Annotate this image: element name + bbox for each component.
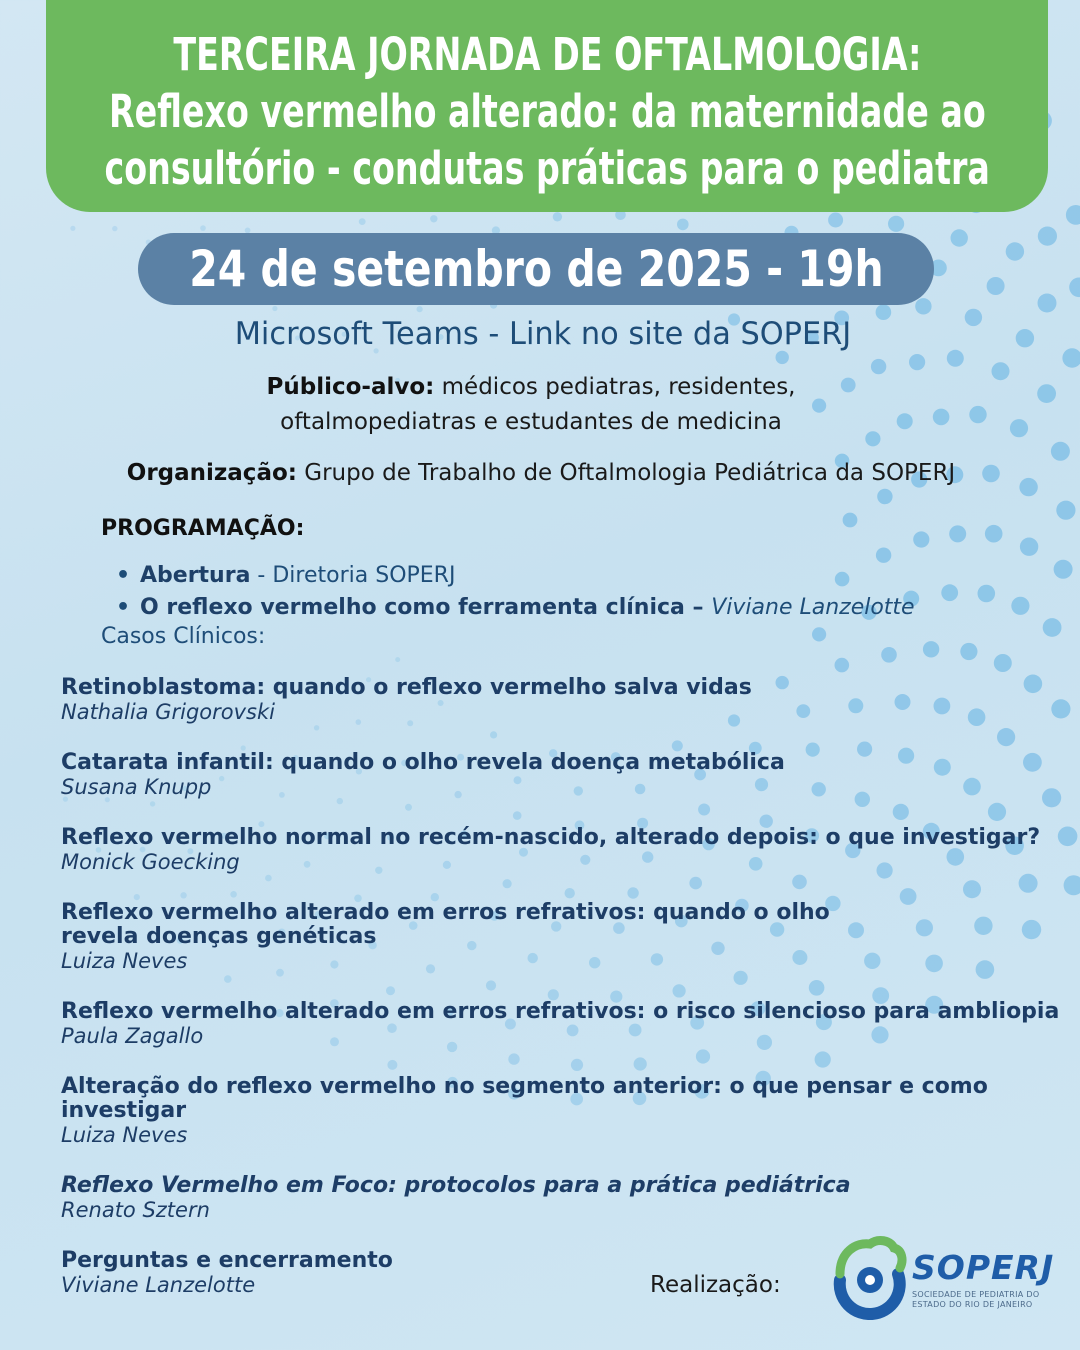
halftone-dot xyxy=(1066,205,1080,225)
audience-label: Público-alvo: xyxy=(266,374,435,400)
halftone-dot xyxy=(486,980,496,990)
program-heading: PROGRAMAÇÃO: xyxy=(101,516,305,541)
session-item xyxy=(61,826,1040,875)
soperj-logo-icon xyxy=(826,1234,912,1320)
halftone-dot xyxy=(776,351,789,364)
halftone-dot xyxy=(947,350,964,367)
halftone-dot xyxy=(895,694,911,710)
halftone-dot xyxy=(696,1049,710,1063)
halftone-dot xyxy=(806,743,820,757)
halftone-dot xyxy=(1038,227,1057,246)
halftone-dot xyxy=(978,585,996,603)
session-speaker: Paula Zagallo xyxy=(61,1024,204,1048)
halftone-dot xyxy=(386,986,395,995)
halftone-dot xyxy=(224,975,232,983)
halftone-dot xyxy=(796,704,810,718)
halftone-dot xyxy=(265,875,272,882)
program-item-separator: – xyxy=(684,595,712,620)
session-item xyxy=(61,1174,851,1223)
halftone-dot xyxy=(673,984,686,997)
halftone-dot xyxy=(881,647,897,663)
halftone-dot xyxy=(627,887,638,898)
audience-text: oftalmopediatras e estudantes de medicina xyxy=(280,409,782,435)
halftone-dot xyxy=(963,880,981,898)
halftone-dot xyxy=(150,801,155,806)
halftone-dot xyxy=(698,804,710,816)
halftone-dot xyxy=(809,980,825,996)
session-speaker: Luiza Neves xyxy=(61,949,188,973)
session-item xyxy=(61,1000,1059,1049)
halftone-dot xyxy=(900,888,917,905)
halftone-dot xyxy=(508,1053,519,1064)
halftone-dot xyxy=(857,742,872,757)
halftone-dot xyxy=(974,917,992,935)
halftone-dot xyxy=(976,960,995,979)
halftone-dot xyxy=(230,891,237,898)
session-title: Perguntas e encerramento xyxy=(61,1248,393,1273)
date-time-text: 24 de setembro de 2025 - 19h xyxy=(188,240,884,298)
halftone-dot xyxy=(1064,875,1080,895)
halftone-dot xyxy=(923,641,939,657)
session-title: Reflexo vermelho alterado em erros refrativos: quando o olho revela doenças genéticas xyxy=(61,900,830,949)
halftone-dot xyxy=(405,804,412,811)
halftone-dot xyxy=(985,525,1003,543)
session-title: Reflexo Vermelho em Foco: protocolos para a prática pediátrica xyxy=(61,1173,851,1198)
halftone-dot xyxy=(792,875,807,890)
halftone-dot xyxy=(200,225,206,231)
session-item xyxy=(61,1075,988,1148)
halftone-dot xyxy=(395,657,400,662)
halftone-dot xyxy=(1043,618,1062,637)
halftone-dot xyxy=(916,919,933,936)
session-item xyxy=(61,1249,393,1298)
soperj-logo xyxy=(826,1234,1055,1320)
bullet-icon: • xyxy=(116,595,131,620)
program-item xyxy=(116,560,915,592)
halftone-dot xyxy=(180,892,186,898)
program-item-speaker: Viviane Lanzelotte xyxy=(711,595,915,620)
halftone-dot xyxy=(934,759,951,776)
halftone-dot xyxy=(677,219,689,231)
session-item xyxy=(61,676,752,725)
halftone-dot xyxy=(1051,699,1070,718)
halftone-dot xyxy=(503,879,512,888)
halftone-dot xyxy=(490,731,497,738)
halftone-dot xyxy=(314,725,319,730)
date-time-badge xyxy=(138,233,934,305)
halftone-dot xyxy=(1042,788,1061,807)
halftone-dot xyxy=(430,215,437,222)
halftone-dot xyxy=(898,748,914,764)
halftone-dot xyxy=(815,1051,831,1067)
session-title: Reflexo vermelho alterado em erros refrativos: o risco silencioso para ambliopia xyxy=(61,999,1060,1024)
clinical-cases-label: Casos Clínicos: xyxy=(101,624,266,649)
organization-value: Grupo de Trabalho de Oftalmologia Pediátrica da SOPERJ xyxy=(296,460,956,486)
halftone-dot xyxy=(272,306,277,311)
halftone-dot xyxy=(634,1057,647,1070)
bullet-icon: • xyxy=(116,563,131,588)
halftone-dot xyxy=(835,658,850,673)
halftone-dot xyxy=(112,226,117,231)
halftone-dot xyxy=(963,778,981,796)
session-speaker: Monick Goecking xyxy=(61,850,240,874)
halftone-dot xyxy=(689,877,702,890)
audience-text: médicos pediatras, residentes, xyxy=(434,374,796,400)
session-title: Catarata infantil: quando o olho revela doença metabólica xyxy=(61,750,785,775)
halftone-dot xyxy=(513,811,522,820)
halftone-dot xyxy=(988,803,1006,821)
session-speaker: Viviane Lanzelotte xyxy=(61,1273,256,1297)
halftone-dot xyxy=(1011,597,1029,615)
soperj-subtitle: SOCIEDADE DE PEDIATRIA DO ESTADO DO RIO DE JANEIRO xyxy=(912,1290,1040,1309)
session-item xyxy=(61,751,785,800)
session-speaker: Renato Sztern xyxy=(61,1198,210,1222)
halftone-dot xyxy=(812,627,826,641)
halftone-dot xyxy=(913,531,929,547)
program-item-separator: - xyxy=(250,563,273,588)
halftone-dot xyxy=(1038,294,1057,313)
halftone-dot xyxy=(864,953,880,969)
halftone-dot xyxy=(1023,753,1042,772)
program-item-title: O reflexo vermelho como ferramenta clínica xyxy=(140,595,685,620)
halftone-dot xyxy=(888,216,904,232)
halftone-dot xyxy=(1056,501,1075,520)
halftone-dot xyxy=(941,584,958,601)
halftone-dot xyxy=(968,708,986,726)
halftone-dot xyxy=(997,728,1015,746)
event-title-banner xyxy=(46,0,1048,212)
halftone-dot xyxy=(812,782,826,796)
halftone-dot xyxy=(387,1060,397,1070)
program-item xyxy=(116,592,915,624)
halftone-dot xyxy=(1058,827,1078,847)
halftone-dot xyxy=(565,888,575,898)
halftone-dot xyxy=(925,955,943,973)
soperj-wordmark: SOPERJ xyxy=(912,1248,1055,1287)
organization-label: Organização: xyxy=(126,460,297,486)
halftone-dot xyxy=(553,212,562,221)
halftone-dot xyxy=(1019,874,1038,893)
program-item-speaker: Diretoria SOPERJ xyxy=(272,563,456,588)
halftone-dot xyxy=(915,298,931,314)
session-title: Alteração do reflexo vermelho no segmento anterior: o que pensar e como investigar xyxy=(61,1074,988,1123)
halftone-dot xyxy=(877,489,892,504)
halftone-dot xyxy=(70,226,75,231)
program-item-title: Abertura xyxy=(140,563,251,588)
halftone-dot xyxy=(960,643,977,660)
halftone-dot xyxy=(1054,560,1073,579)
halftone-dot xyxy=(1069,278,1080,298)
halftone-dot xyxy=(934,698,951,715)
session-title: Retinoblastoma: quando o reflexo vermelho salva vidas xyxy=(61,675,752,700)
halftone-dot xyxy=(848,922,864,938)
venue-info: Microsoft Teams - Link no site da SOPERJ xyxy=(234,316,852,352)
halftone-dot xyxy=(1022,920,1041,939)
halftone-dot xyxy=(1020,538,1038,556)
realizacao-label: Realização: xyxy=(650,1272,781,1298)
halftone-dot xyxy=(909,354,925,370)
event-title-line: TERCEIRA JORNADA DE OFTALMOLOGIA: xyxy=(172,27,922,81)
program-list xyxy=(116,560,915,624)
halftone-dot xyxy=(776,676,789,689)
session-speaker: Nathalia Grigorovski xyxy=(61,700,275,724)
halftone-dot xyxy=(359,218,366,225)
halftone-dot xyxy=(951,229,968,246)
session-title: Reflexo vermelho normal no recém-nascido, alterado depois: o que investigar? xyxy=(61,825,1041,850)
session-speaker: Susana Knupp xyxy=(61,775,212,799)
halftone-dot xyxy=(949,525,966,542)
halftone-dot xyxy=(855,792,870,807)
halftone-dot xyxy=(843,513,858,528)
session-item xyxy=(61,901,830,974)
halftone-dot xyxy=(571,1059,583,1071)
halftone-dot xyxy=(848,698,863,713)
event-subtitle-line: consultório - condutas práticas para o pediatra xyxy=(104,141,990,195)
halftone-dot xyxy=(1024,675,1043,694)
halftone-dot xyxy=(994,654,1012,672)
halftone-dot xyxy=(417,306,423,312)
halftone-dot xyxy=(828,213,843,228)
event-subtitle-line: Reflexo vermelho alterado: da maternidade ao xyxy=(108,84,986,138)
halftone-dot xyxy=(987,277,1005,295)
halftone-dot xyxy=(893,804,909,820)
target-audience xyxy=(0,370,1062,440)
organization-info xyxy=(0,456,1080,490)
halftone-dot xyxy=(1006,242,1024,260)
session-speaker: Luiza Neves xyxy=(61,1123,188,1147)
